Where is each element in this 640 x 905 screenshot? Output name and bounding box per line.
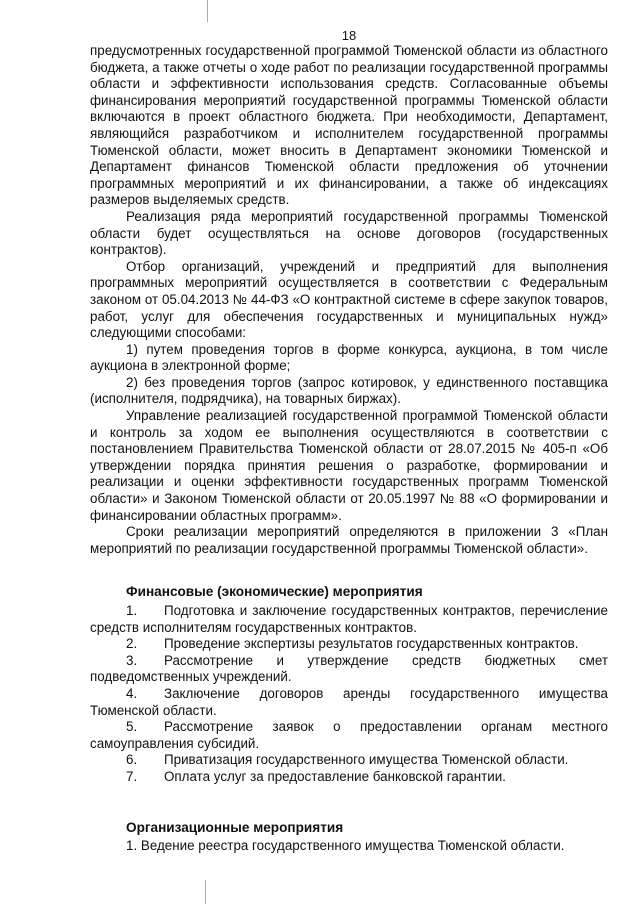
binding-mark-bottom <box>205 880 206 904</box>
paragraph-management: Управление реализацией государственной программой Тюменской области и контроль за ходом ее выполнения осуществляются в соответствии с постановлением Правительства Тюменской области от 28.07.2015 № 405-п «Об утверждении порядка принятия решения о разработке, формировании и реализации и оценки эффективности государственных программ Тюменской области» и Законом Тюменской области от 20.05.1997 № 88 «О формировании и финансировании областных программ». <box>90 408 608 523</box>
item-text: Приватизация государственного имущества Тюменской области. <box>164 752 569 768</box>
paragraph-contracts: Реализация ряда мероприятий государственной программы Тюменской области будет осуществляться на основе договоров (государственных контрактов). <box>90 208 608 258</box>
financial-item <box>90 769 608 786</box>
organizational-item: 1. Ведение реестра государственного имущества Тюменской области. <box>126 838 565 854</box>
binding-mark-top <box>207 0 208 22</box>
paragraph-method-1: 1) путем проведения торгов в форме конкурса, аукциона, в том числе аукциона в электронной форме; <box>90 341 608 374</box>
document-page <box>90 0 608 905</box>
item-text: Подготовка и заключение государственных контрактов, перечисление средств исполнителям государственных контрактов. <box>90 603 608 635</box>
financial-item <box>90 719 608 752</box>
item-number: 7. <box>126 768 138 784</box>
paragraph-method-2: 2) без проведения торгов (запрос котировок, у единственного поставщика (исполнителя, подрядчика), на товарных биржах). <box>90 374 608 407</box>
financial-heading: Финансовые (экономические) мероприятия <box>126 584 423 600</box>
item-number: 3. <box>126 652 138 668</box>
item-text: Оплата услуг за предоставление банковской гарантии. <box>164 768 506 784</box>
financial-item <box>90 603 608 636</box>
item-number: 1. <box>126 603 138 618</box>
paragraph-deadlines: Сроки реализации мероприятий определяются в приложении 3 «План мероприятий по реализации государственной программы Тюменской области». <box>90 524 608 556</box>
document-body <box>90 43 608 855</box>
page-number: 18 <box>341 28 357 43</box>
financial-item <box>90 686 608 719</box>
organizational-heading: Организационные мероприятия <box>126 819 344 835</box>
paragraph-reporting: предусмотренных государственной программой Тюменской области из областного бюджета, а также отчеты о ходе работ по реализации государственной программы области и эффективности использования средств. Согласованные объемы финансирования мероприятий государственной программы Тюменской области включаются в проект областного бюджета. При необходимости, Департамент, являющийся разработчиком и исполнителем государственной программы Тюменской области, может вносить в Департамент экономики Тюменской и Департамент финансов Тюменской области предложения об уточнении программных мероприятий и их финансировании, а также об индексациях размеров выделяемых средств. <box>90 43 608 208</box>
item-text: Проведение экспертизы результатов государственных контрактов. <box>164 636 579 652</box>
paragraph-selection: Отбор организаций, учреждений и предприятий для выполнения программных мероприятий осуществляется в соответствии с Федеральным законом от 05.04.2013 № 44-ФЗ «О контрактной системе в сфере закупок товаров, работ, услуг для обеспечения государственных и муниципальных нужд» следующими способами: <box>90 258 608 341</box>
financial-item <box>90 636 608 653</box>
financial-item <box>90 653 608 686</box>
item-number: 2. <box>126 636 138 652</box>
financial-item <box>90 752 608 769</box>
item-number: 6. <box>126 752 138 768</box>
item-text: Заключение договоров аренды государственного имущества Тюменской области. <box>90 685 608 718</box>
item-text: Рассмотрение заявок о предоставлении органам местного самоуправления субсидий. <box>90 719 608 751</box>
item-text: Рассмотрение и утверждение средств бюджетных смет подведомственных учреждений. <box>90 652 608 685</box>
item-number: 4. <box>126 685 138 701</box>
item-number: 5. <box>126 719 138 735</box>
financial-list <box>90 603 608 786</box>
